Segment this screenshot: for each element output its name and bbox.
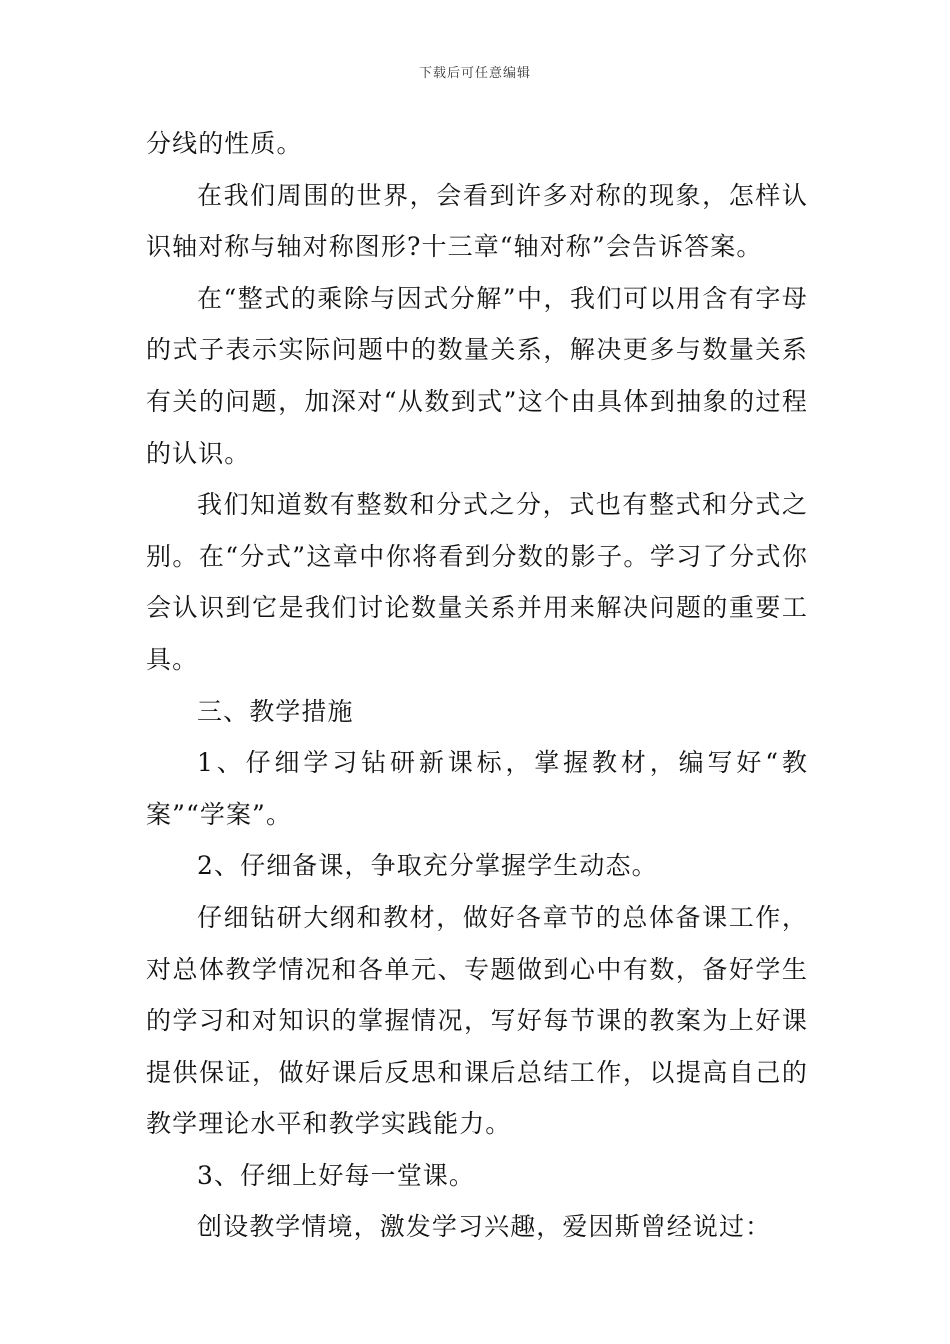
list-item-2: 2、仔细备课，争取充分掌握学生动态。 bbox=[197, 851, 658, 881]
paragraph-symmetry: 在我们周围的世界，会看到许多对称的现象，怎样认识轴对称与轴对称图形?十三章“轴对称”会告诉答案。 bbox=[146, 180, 808, 262]
list-item-3: 3、仔细上好每一堂课。 bbox=[197, 1160, 476, 1190]
paragraph-teaching-context: 创设教学情境，激发学习兴趣，爱因斯曾经说过： bbox=[197, 1212, 772, 1242]
list-item-1: 1、仔细学习钻研新课标，掌握教材，编写好“教案”“学案”。 bbox=[146, 748, 808, 829]
document-body bbox=[146, 118, 808, 1253]
page-header: 下载后可任意编辑 bbox=[418, 66, 531, 81]
section-heading-teaching-measures: 三、教学措施 bbox=[197, 696, 354, 726]
paragraph-polynomial: 在“整式的乘除与因式分解”中，我们可以用含有字母的式子表示实际问题中的数量关系，解决更多与数量关系有关的问题，加深对“从数到式”这个由具体到抽象的过程的认识。 bbox=[146, 283, 808, 468]
paragraph-fractions: 我们知道数有整数和分式之分，式也有整式和分式之别。在“分式”这章中你将看到分数的影子。学习了分式你会认识到它是我们讨论数量关系并用来解决问题的重要工具。 bbox=[146, 490, 808, 674]
paragraph-lesson-prep: 仔细钻研大纲和教材，做好各章节的总体备课工作，对总体教学情况和各单元、专题做到心中有数，备好学生的学习和对知识的掌握情况，写好每节课的教案为上好课提供保证，做好课后反思和课后总结工作，以提高自己的教学理论水平和教学实践能力。 bbox=[146, 902, 808, 1139]
paragraph-continuation: 分线的性质。 bbox=[146, 129, 303, 158]
